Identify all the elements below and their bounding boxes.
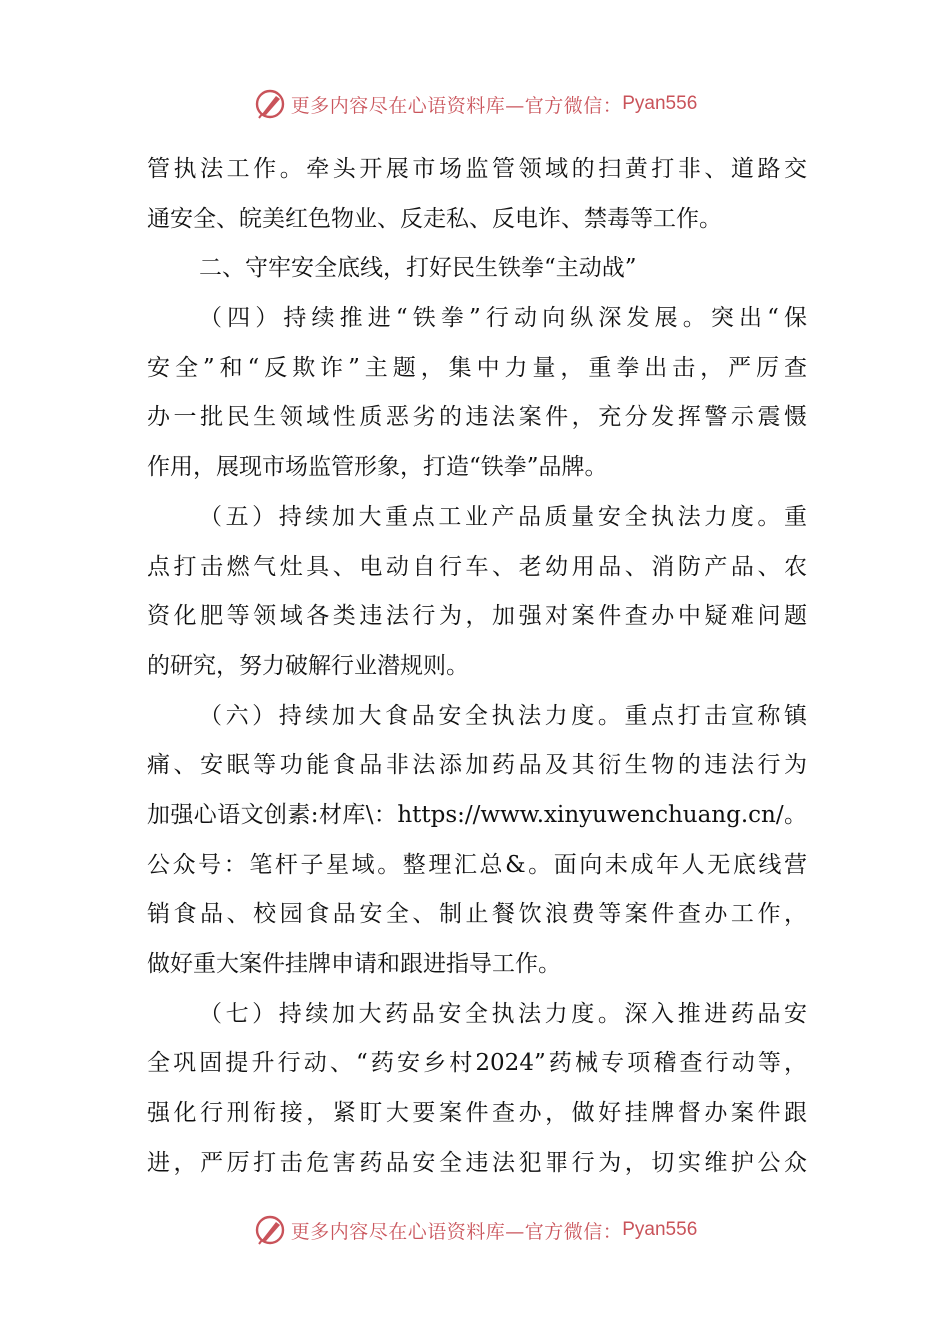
quill-logo-icon xyxy=(253,1213,287,1247)
section-heading: 二、守牢安全底线，打好民生铁拳“主动战” xyxy=(199,255,637,282)
text-line: 办一批民生领域性质恶劣的违法案件，充分发挥警示震慑 xyxy=(147,404,807,431)
banner-text: 更多内容尽在心语资料库—官方微信： xyxy=(290,94,623,117)
text-line: 强化行刑衔接，紧盯大要案件查办，做好挂牌督办案件跟 xyxy=(147,1100,807,1127)
banner-wechat-id: Pyan556 xyxy=(622,93,698,114)
text-line: 管执法工作。牵头开展市场监管领域的扫黄打非、道路交 xyxy=(147,156,807,182)
text-line: 点打击燃气灶具、电动自行车、老幼用品、消防产品、农 xyxy=(147,553,807,580)
text-line: 销食品、校园食品安全、制止餐饮浪费等案件查办工作， xyxy=(147,901,807,928)
text-line: 安全”和“反欺诈”主题，集中力量，重拳出击，严厉查 xyxy=(147,354,807,381)
text-line: 公众号：笔杆子星域。整理汇总&。面向未成年人无底线营 xyxy=(147,851,807,878)
text-line: 的研究，努力破解行业潜规则。 xyxy=(147,652,469,679)
text-line: 全巩固提升行动、“药安乡村2024”药械专项稽查行动等， xyxy=(147,1050,807,1077)
text-line: （五）持续加大重点工业产品质量安全执法力度。重 xyxy=(199,503,807,530)
text-line: 做好重大案件挂牌申请和跟进指导工作。 xyxy=(147,951,561,977)
quill-logo-icon xyxy=(253,87,287,121)
text-line: （四）持续推进“铁拳”行动向纵深发展。突出“保 xyxy=(199,305,807,332)
text-line: 作用，展现市场监管形象，打造“铁拳”品牌。 xyxy=(147,454,608,481)
document-body xyxy=(147,145,807,1188)
banner-wechat-id: Pyan556 xyxy=(622,1219,698,1240)
text-line: （六）持续加大食品安全执法力度。重点打击宣称镇 xyxy=(199,702,807,729)
text-line: 加强心语文创素:材库\：https://www.xinyuwenchuang.cn/。 xyxy=(147,801,807,828)
text-line: 通安全、皖美红色物业、反走私、反电诈、禁毒等工作。 xyxy=(147,205,722,232)
header-watermark-banner xyxy=(0,84,950,124)
banner-text: 更多内容尽在心语资料库—官方微信： xyxy=(290,1220,623,1243)
text-line: （七）持续加大药品安全执法力度。深入推进药品安 xyxy=(199,1000,807,1027)
text-line: 进，严厉打击危害药品安全违法犯罪行为，切实维护公众 xyxy=(147,1149,807,1176)
text-line: 资化肥等领域各类违法行为，加强对案件查办中疑难问题 xyxy=(147,603,807,630)
footer-watermark-banner xyxy=(0,1210,950,1250)
text-line: 痛、安眠等功能食品非法添加药品及其衍生物的违法行为 xyxy=(147,752,807,779)
